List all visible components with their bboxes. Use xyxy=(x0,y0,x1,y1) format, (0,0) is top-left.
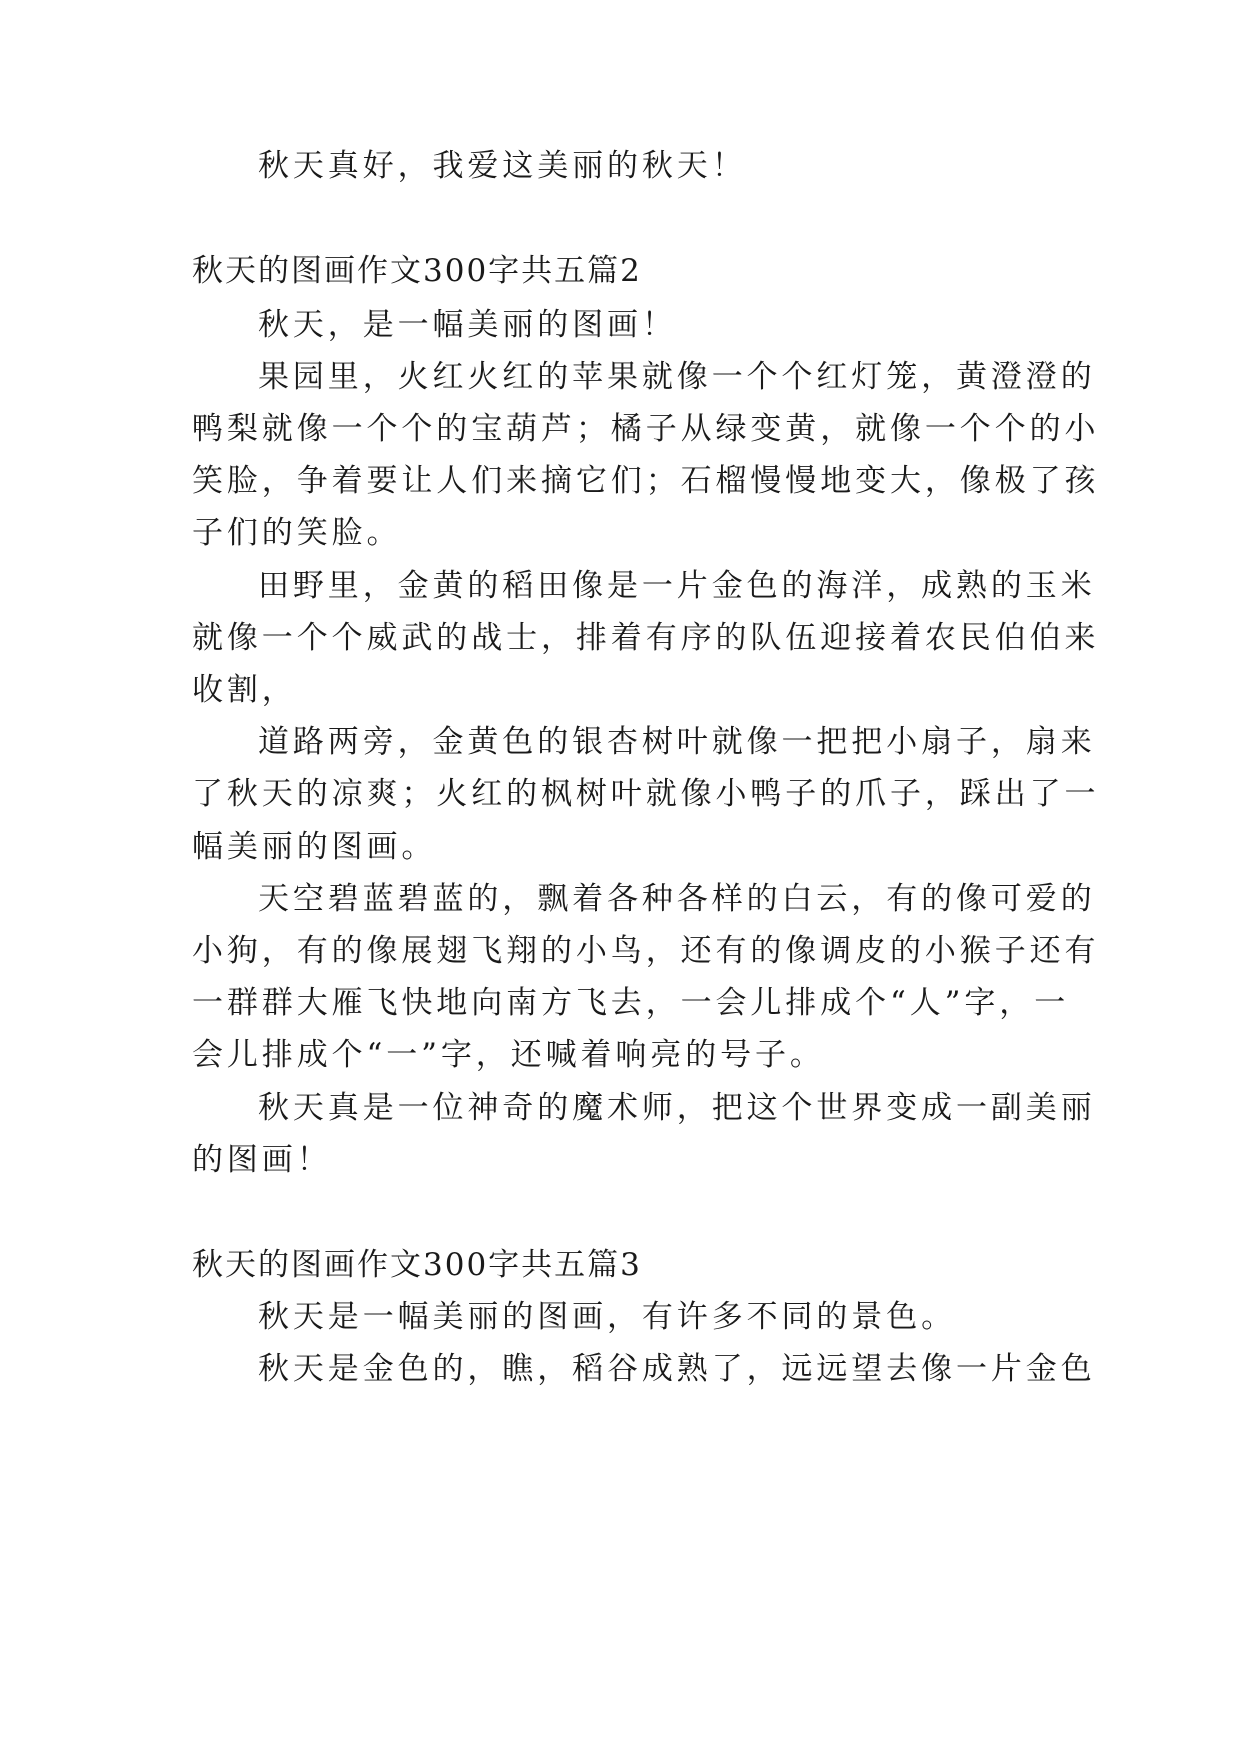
essay-3-line: 秋天是金色的，瞧，稻谷成熟了，远远望去像一片金色 xyxy=(258,1351,1096,1387)
essay-2-line: 天空碧蓝碧蓝的，飘着各种各样的白云，有的像可爱的 xyxy=(258,881,1096,917)
essay-2-line: 的图画！ xyxy=(192,1142,332,1178)
closing-line: 秋天真好，我爱这美丽的秋天！ xyxy=(258,148,747,184)
essay-2-line: 笑脸，争着要让人们来摘它们；石榴慢慢地变大，像极了孩 xyxy=(192,463,1100,499)
essay-2-line: 幅美丽的图画。 xyxy=(192,829,437,865)
essay-3-title: 秋天的图画作文300字共五篇3 xyxy=(192,1247,642,1283)
essay-2-line: 秋天真是一位神奇的魔术师，把这个世界变成一副美丽 xyxy=(258,1090,1096,1126)
essay-2-line: 子们的笑脸。 xyxy=(192,515,402,551)
essay-2-line: 了秋天的凉爽；火红的枫树叶就像小鸭子的爪子，踩出了一 xyxy=(192,776,1100,812)
essay-2-line: 田野里，金黄的稻田像是一片金色的海洋，成熟的玉米 xyxy=(258,568,1096,604)
essay-2-line: 道路两旁，金黄色的银杏树叶就像一把把小扇子，扇来 xyxy=(258,724,1096,760)
essay-2-line: 果园里，火红火红的苹果就像一个个红灯笼，黄澄澄的 xyxy=(258,359,1096,395)
essay-2-line: 会儿排成个“一”字，还喊着响亮的号子。 xyxy=(192,1037,825,1073)
essay-2-line: 秋天，是一幅美丽的图画！ xyxy=(258,307,677,343)
essay-2-line: 鸭梨就像一个个的宝葫芦；橘子从绿变黄，就像一个个的小 xyxy=(192,411,1100,447)
essay-2-line: 就像一个个威武的战士，排着有序的队伍迎接着农民伯伯来 xyxy=(192,620,1100,656)
essay-2-line: 一群群大雁飞快地向南方飞去，一会儿排成个“人”字，一 xyxy=(192,985,1070,1021)
essay-2-line: 收割， xyxy=(192,672,297,708)
essay-2-line: 小狗，有的像展翅飞翔的小鸟，还有的像调皮的小猴子还有 xyxy=(192,933,1100,969)
essay-3-line: 秋天是一幅美丽的图画，有许多不同的景色。 xyxy=(258,1299,956,1335)
essay-2-title: 秋天的图画作文300字共五篇2 xyxy=(192,253,642,289)
